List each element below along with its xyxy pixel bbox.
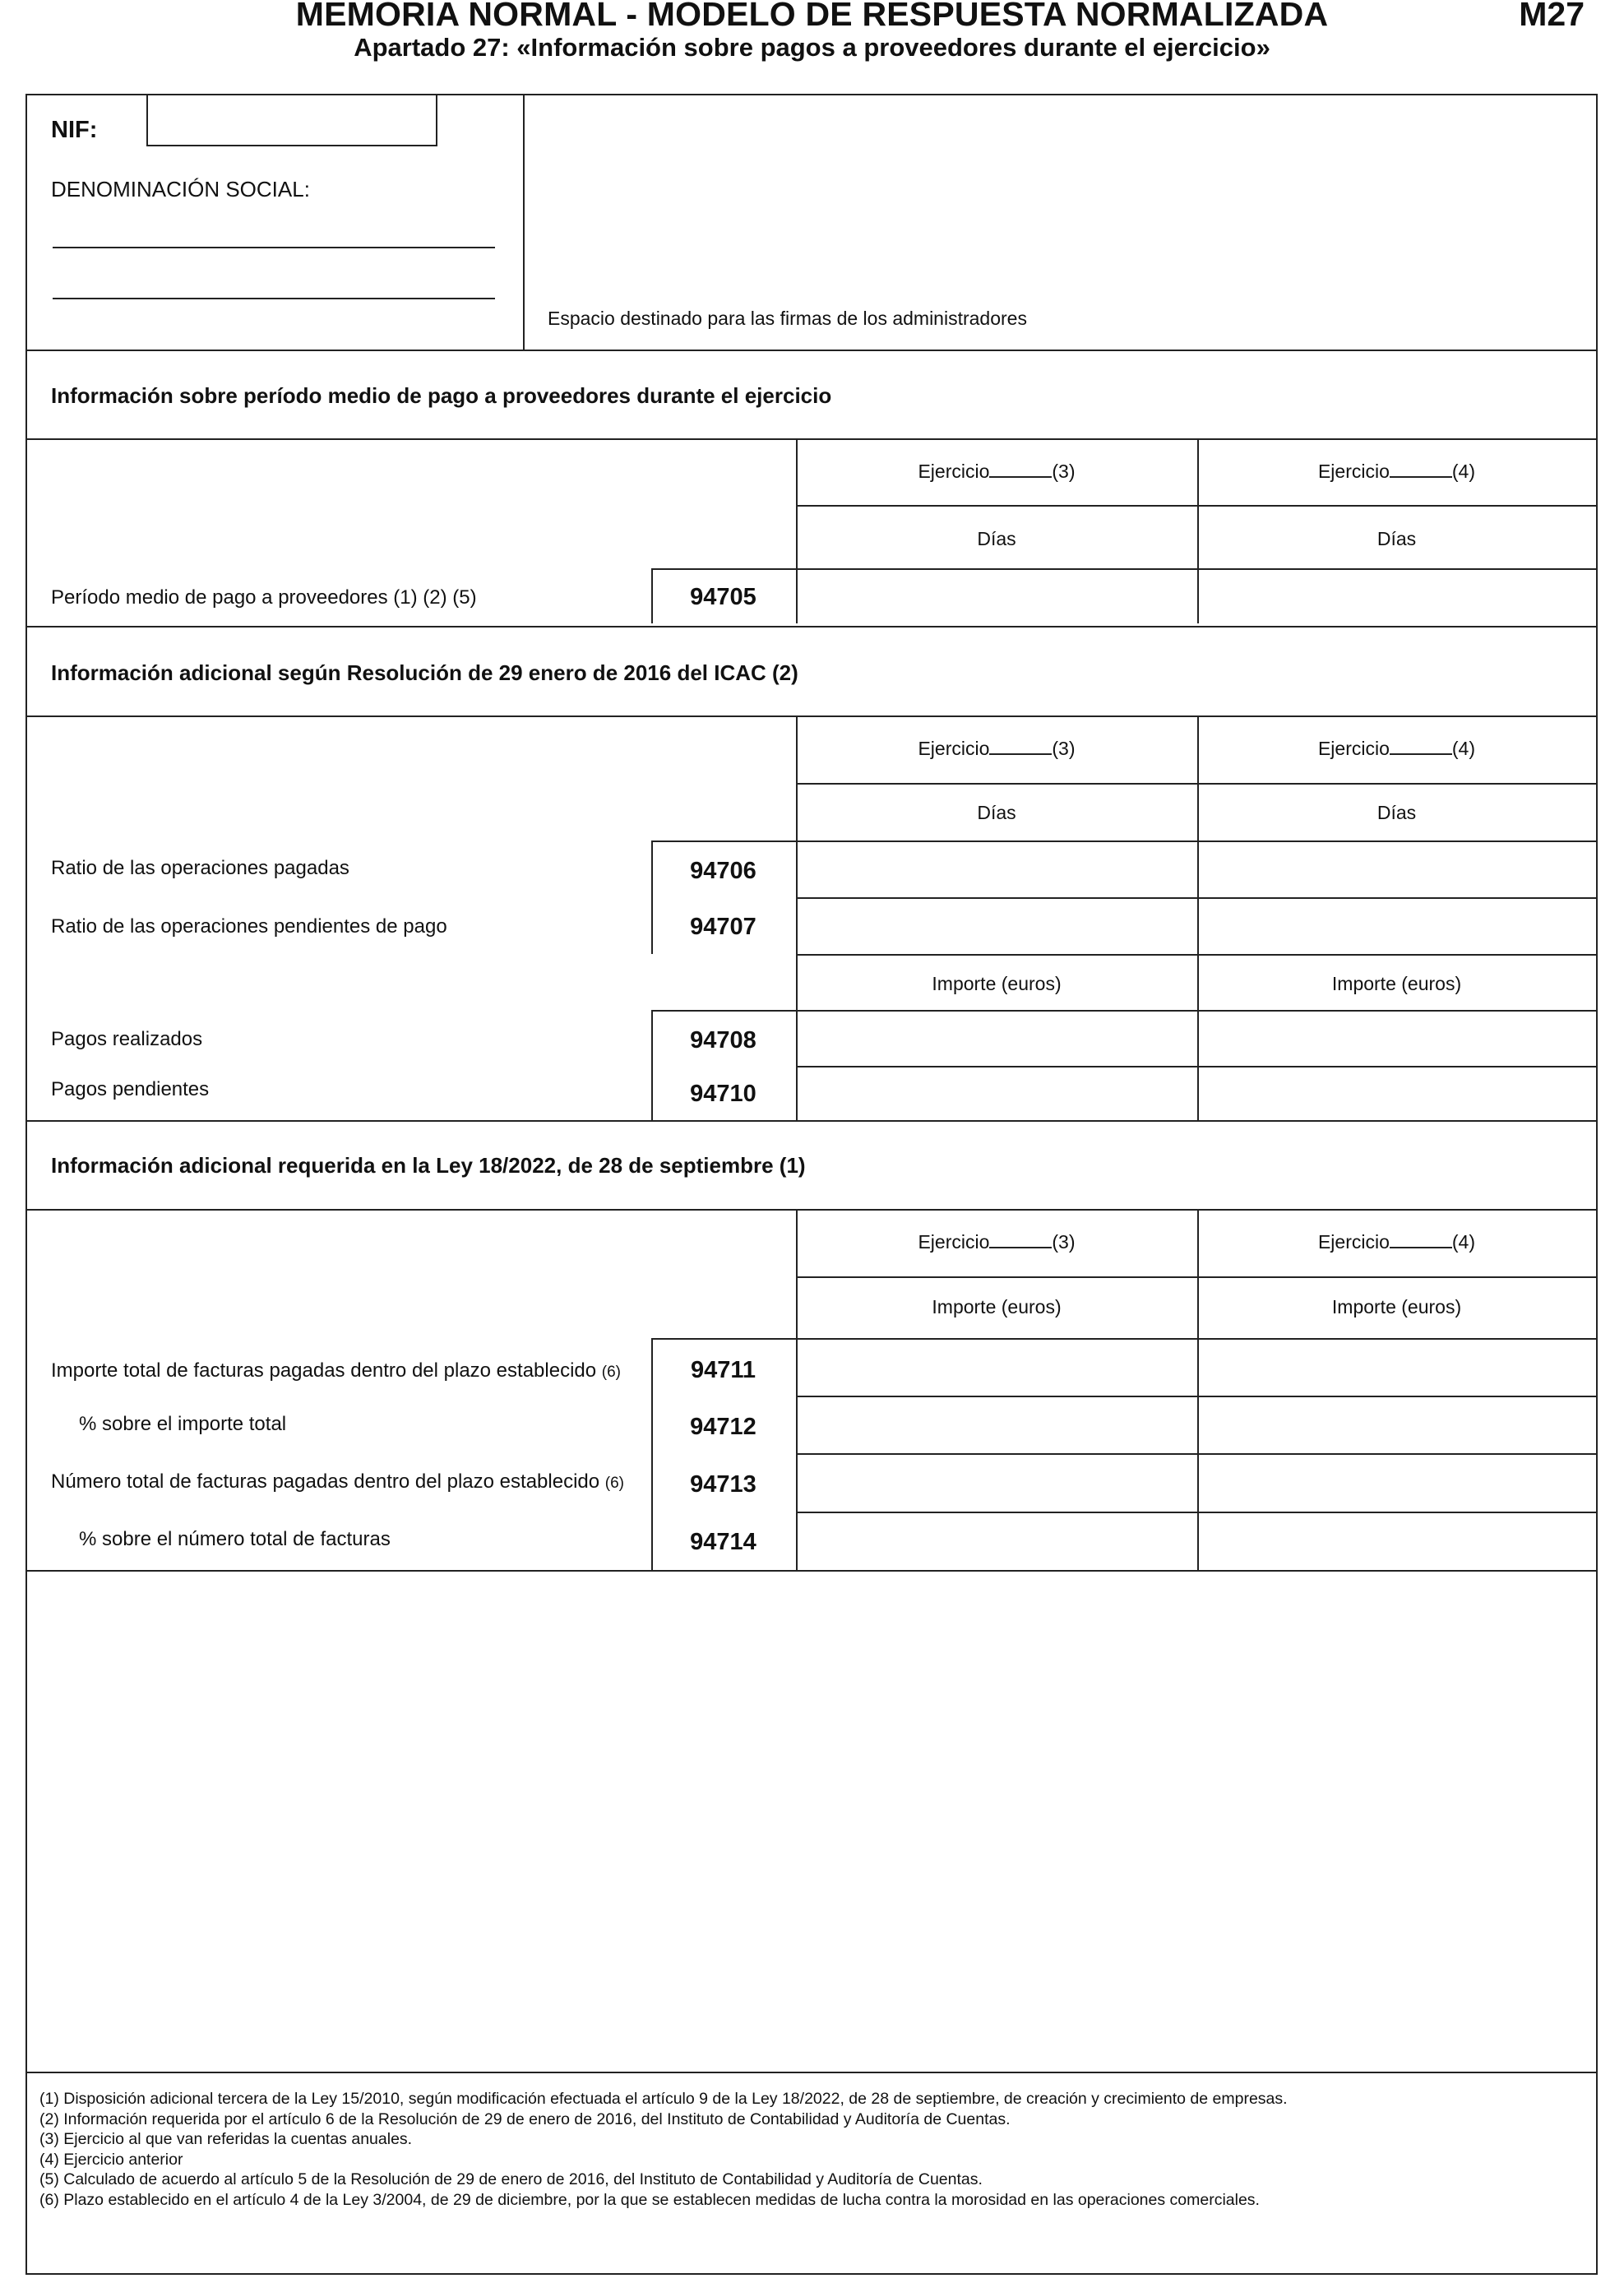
row-94708-previous-input[interactable] xyxy=(1199,1012,1595,1064)
s3-importe-current: Importe (euros) xyxy=(932,1296,1062,1317)
s1-dias-current: Días xyxy=(977,528,1016,549)
row-94711-previous-input[interactable] xyxy=(1199,1340,1595,1394)
section1-rule xyxy=(25,438,1596,440)
row-94707-label: Ratio de las operaciones pendientes de pago xyxy=(51,915,447,938)
s3-ejercicio-current xyxy=(796,1231,1197,1253)
nif-label: NIF: xyxy=(51,117,98,143)
s2-importe-top xyxy=(796,954,1596,956)
ejercicio-blank[interactable] xyxy=(989,1232,1052,1248)
row-94711-label-text: Importe total de facturas pagadas dentro del plazo establecido xyxy=(51,1359,597,1382)
row-94713-label xyxy=(51,1470,624,1493)
ejercicio-label: Ejercicio xyxy=(918,461,990,482)
s3-importe-previous: Importe (euros) xyxy=(1331,1296,1462,1317)
s2-ejercicio-previous xyxy=(1197,738,1596,760)
row-94710-current-input[interactable] xyxy=(798,1067,1196,1120)
ejercicio-blank[interactable] xyxy=(1390,739,1452,755)
footnotes xyxy=(39,2089,1288,2210)
section3-title: Información adicional requerida en la Ley 18/2022, de 28 de septiembre (1) xyxy=(51,1153,806,1178)
row-94711-code: 94711 xyxy=(690,1357,756,1383)
row-94705-previous-input[interactable] xyxy=(1199,570,1595,623)
row-94710-label: Pagos pendientes xyxy=(51,1078,210,1100)
row-94708-code: 94708 xyxy=(690,1027,756,1054)
row-94711-label xyxy=(51,1359,621,1382)
row-94708-label: Pagos realizados xyxy=(51,1028,203,1050)
section2-title: Información adicional según Resolución de 29 enero de 2016 del ICAC (2) xyxy=(51,660,798,685)
row-94710-previous-input[interactable] xyxy=(1199,1067,1595,1120)
current-ref: (3) xyxy=(1052,461,1076,482)
section2-rule xyxy=(25,715,1596,717)
previous-ref: (4) xyxy=(1451,738,1476,759)
current-ref: (3) xyxy=(1052,1231,1076,1253)
footnote-5: (5) Calculado de acuerdo al artículo 5 de la Resolución de 29 de enero de 2016, del Instituto de Contabilidad y Auditoría de Cuentas. xyxy=(39,2170,983,2188)
row-94711-current-input[interactable] xyxy=(798,1340,1196,1394)
form-title: MEMORIA NORMAL - MODELO DE RESPUESTA NORMALIZADA xyxy=(295,0,1329,33)
footnote-1: (1) Disposición adicional tercera de la Ley 15/2010, según modificación efectuada el artículo 9 de la Ley 18/2022, de 28 de septiembre, de creación y crecimiento de empresas. xyxy=(39,2090,1288,2108)
s1-ejercicio-previous xyxy=(1197,461,1596,483)
denominacion-line-2[interactable] xyxy=(53,298,495,299)
id-bottom-line xyxy=(25,350,1596,351)
free-text-area[interactable] xyxy=(27,1572,1594,2071)
row-94712-label: % sobre el importe total xyxy=(79,1413,287,1435)
ejercicio-label: Ejercicio xyxy=(1317,1231,1390,1253)
form-code: M27 xyxy=(1519,0,1585,33)
row-94705-label: Período medio de pago a proveedores (1) (2) (5) xyxy=(51,586,477,609)
s1-hdr-line xyxy=(796,505,1596,507)
footnote-2: (2) Información requerida por el artículo 6 de la Resolución de 29 de enero de 2016, del Instituto de Contabilidad y Auditoría de Cuentas. xyxy=(39,2109,1011,2128)
row-94712-previous-input[interactable] xyxy=(1199,1397,1595,1452)
row-94707-previous-input[interactable] xyxy=(1199,899,1595,953)
row-94711-note: (6) xyxy=(601,1364,621,1381)
footnote-6: (6) Plazo establecido en el artículo 4 de la Ley 3/2004, de 29 de diciembre, por la que se establecen medidas de lucha contra la morosidad en las operaciones comerciales. xyxy=(39,2190,1260,2209)
s1-dias-previous: Días xyxy=(1376,528,1417,549)
ejercicio-blank[interactable] xyxy=(989,461,1052,478)
row-94714-current-input[interactable] xyxy=(798,1513,1196,1569)
s3-hdr-line xyxy=(796,1276,1596,1278)
s1-bottom xyxy=(25,626,1596,627)
id-divider xyxy=(523,94,525,350)
form-subtitle: Apartado 27: «Información sobre pagos a proveedores durante el ejercicio» xyxy=(354,33,1270,62)
s2-dias-previous: Días xyxy=(1376,802,1417,823)
footnote-3: (3) Ejercicio al que van referidas la cuentas anuales. xyxy=(39,2130,413,2148)
previous-ref: (4) xyxy=(1451,1231,1476,1253)
row-94713-previous-input[interactable] xyxy=(1199,1455,1595,1510)
section1-title: Información sobre período medio de pago a proveedores durante el ejercicio xyxy=(51,383,832,408)
section3-rule xyxy=(25,1209,1596,1211)
row-94710-code: 94710 xyxy=(690,1081,756,1107)
s2-ejercicio-current xyxy=(796,738,1197,760)
ejercicio-blank[interactable] xyxy=(1390,1232,1452,1248)
row-94714-label: % sobre el número total de facturas xyxy=(79,1528,391,1550)
ejercicio-blank[interactable] xyxy=(989,739,1052,755)
s2-dias-current: Días xyxy=(977,802,1016,823)
row-94713-label-text: Número total de facturas pagadas dentro del plazo establecido xyxy=(51,1470,600,1493)
row-94707-code: 94707 xyxy=(690,914,756,940)
denominacion-line-1[interactable] xyxy=(53,247,495,248)
ejercicio-label: Ejercicio xyxy=(1317,738,1390,759)
s1-ejercicio-current xyxy=(796,461,1197,483)
row-94706-code: 94706 xyxy=(690,858,756,884)
row-94706-label: Ratio de las operaciones pagadas xyxy=(51,857,349,879)
row-94712-code: 94712 xyxy=(690,1414,756,1440)
row-94713-note: (6) xyxy=(604,1475,624,1492)
current-ref: (3) xyxy=(1052,738,1076,759)
row-94706-current-input[interactable] xyxy=(798,842,1196,896)
row-94714-code: 94714 xyxy=(690,1529,756,1555)
s3-ejercicio-previous xyxy=(1197,1231,1596,1253)
row-94705-current-input[interactable] xyxy=(798,570,1196,623)
s2-importe-current: Importe (euros) xyxy=(932,973,1062,994)
previous-ref: (4) xyxy=(1451,461,1476,482)
ejercicio-blank[interactable] xyxy=(1390,461,1452,478)
row-94707-current-input[interactable] xyxy=(798,899,1196,953)
signatures-label: Espacio destinado para las firmas de los administradores xyxy=(548,308,1027,329)
ejercicio-label: Ejercicio xyxy=(1317,461,1390,482)
row-94708-current-input[interactable] xyxy=(798,1012,1196,1064)
denominacion-label: DENOMINACIÓN SOCIAL: xyxy=(51,177,310,201)
row-94714-previous-input[interactable] xyxy=(1199,1513,1595,1569)
row-94712-current-input[interactable] xyxy=(798,1397,1196,1452)
row-94713-current-input[interactable] xyxy=(798,1455,1196,1510)
nif-field[interactable] xyxy=(146,94,437,146)
ejercicio-label: Ejercicio xyxy=(918,738,990,759)
footnotes-rule xyxy=(25,2072,1596,2073)
ejercicio-label: Ejercicio xyxy=(918,1231,990,1253)
s2-hdr-line xyxy=(796,783,1596,785)
footnote-4: (4) Ejercicio anterior xyxy=(39,2150,183,2169)
row-94705-code: 94705 xyxy=(690,584,756,610)
s2-bottom xyxy=(25,1120,1596,1122)
row-94713-code: 94713 xyxy=(690,1471,756,1498)
row-94706-previous-input[interactable] xyxy=(1199,842,1595,896)
s2-importe-previous: Importe (euros) xyxy=(1331,973,1462,994)
